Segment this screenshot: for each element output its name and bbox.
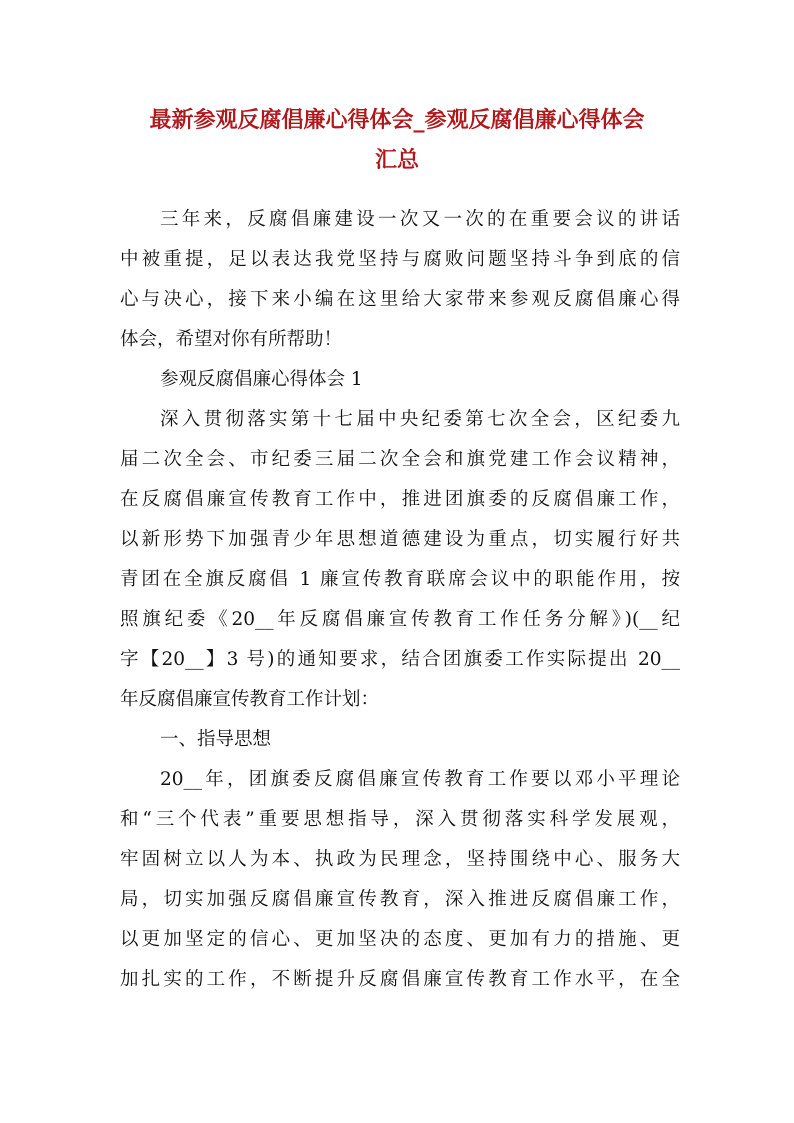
paragraph-line: 深入贯彻落实第十七届中央纪委第七次全会，区纪委九 bbox=[160, 409, 680, 430]
paragraph-line: 局，切实加强反腐倡廉宣传教育，深入推进反腐倡廉工作， bbox=[120, 889, 680, 910]
paragraph-line: 参观反腐倡廉心得体会 1 bbox=[160, 369, 363, 390]
paragraph-line: 字【20__】3 号)的通知要求，结合团旗委工作实际提出 20__ bbox=[120, 649, 680, 670]
paragraph-line: 加扎实的工作，不断提升反腐倡廉宣传教育工作水平，在全 bbox=[120, 969, 680, 990]
title-line-1: 最新参观反腐倡廉心得体会_参观反腐倡廉心得体会 bbox=[149, 107, 645, 133]
title-line-2: 汇总 bbox=[374, 147, 419, 173]
paragraph-line: 年反腐倡廉宣传教育工作计划： bbox=[120, 689, 380, 710]
document-title bbox=[110, 100, 684, 180]
paragraph-line: 牢固树立以人为本、执政为民理念，坚持围绕中心、服务大 bbox=[120, 849, 680, 870]
paragraph-line: 和“三个代表”重要思想指导，深入贯彻落实科学发展观， bbox=[120, 809, 680, 830]
paragraph-line: 照旗纪委《20__年反腐倡廉宣传教育工作任务分解》)(__纪 bbox=[120, 609, 680, 630]
paragraph-line: 以更加坚定的信心、更加坚决的态度、更加有力的措施、更 bbox=[120, 929, 680, 950]
paragraph-line: 心与决心，接下来小编在这里给大家带来参观反腐倡廉心得 bbox=[120, 289, 680, 310]
paragraph-line: 届二次全会、市纪委三届二次全会和旗党建工作会议精神， bbox=[120, 449, 680, 470]
paragraph-line: 青团在全旗反腐倡 1 廉宣传教育联席会议中的职能作用，按 bbox=[120, 569, 680, 590]
paragraph-line: 一、指导思想 bbox=[160, 729, 272, 750]
paragraph-line: 20__年，团旗委反腐倡廉宣传教育工作要以邓小平理论 bbox=[160, 769, 680, 790]
paragraph-line: 在反腐倡廉宣传教育工作中，推进团旗委的反腐倡廉工作， bbox=[120, 489, 680, 510]
paragraph-line: 中被重提，足以表达我党坚持与腐败问题坚持斗争到底的信 bbox=[120, 249, 680, 270]
paragraph-line: 三年来，反腐倡廉建设一次又一次的在重要会议的讲话 bbox=[160, 209, 680, 230]
paragraph-line: 体会，希望对你有所帮助！ bbox=[120, 329, 343, 350]
paragraph-line: 以新形势下加强青少年思想道德建设为重点，切实履行好共 bbox=[120, 529, 680, 550]
